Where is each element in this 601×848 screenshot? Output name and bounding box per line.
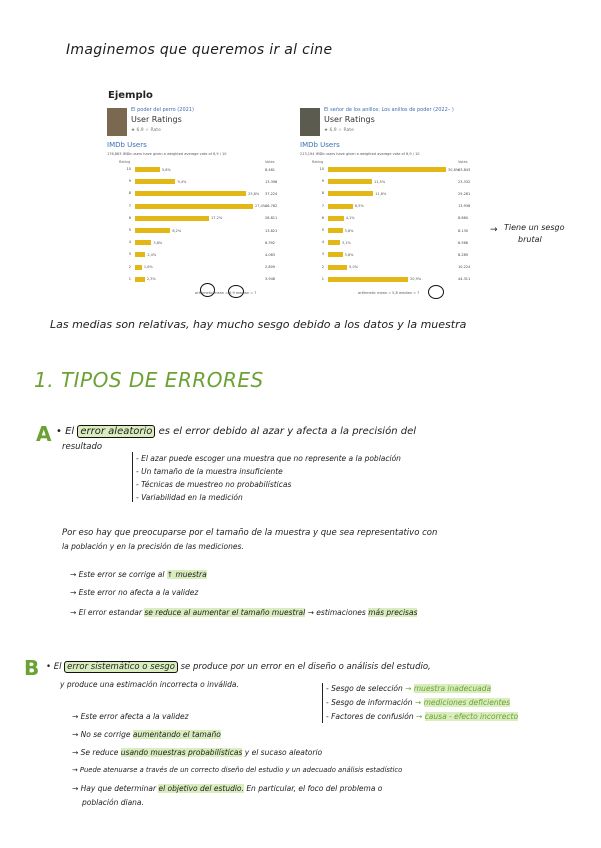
rating-bar: [135, 240, 151, 245]
vote-summary: 213,194 IMDb users have given a weighted average vote of 6,9 / 10: [300, 152, 420, 156]
user-ratings-title: User Ratings: [131, 115, 182, 124]
highlight: se reduce al aumentar el tamaño muestral: [144, 608, 306, 617]
b-definition-cont: y produce una estimación incorrecta o inválida.: [60, 680, 239, 689]
movie-poster: [107, 108, 127, 136]
ratings-footer: arithmetic mean = 6,9 median = 7: [195, 291, 257, 295]
rating-bar: [135, 252, 145, 257]
rating-label: 7: [128, 203, 131, 208]
median-circle-annotation: [200, 283, 215, 297]
a-note-2: → Este error no afecta a la validez: [70, 588, 199, 597]
highlight: aumentando el tamaño: [132, 730, 221, 739]
rating-label: 5: [321, 228, 324, 232]
bias-item: - Factores de confusión → causa - efecto incorrecto: [326, 712, 519, 721]
b-note-5-cont: población diana.: [82, 798, 144, 807]
rating-percent: 3,8%: [344, 228, 354, 233]
rating-votes: 25.281: [458, 191, 471, 196]
rating-votes: 4.083: [265, 252, 276, 257]
rating-votes: 63.843: [458, 167, 471, 172]
term-error-aleatorio: error aleatorio: [77, 425, 155, 438]
rating-col-header: Rating: [119, 160, 131, 164]
rating-label: 5: [128, 228, 131, 232]
section-letter-b: B: [24, 656, 40, 680]
rating-votes: 3.948: [265, 277, 276, 282]
rating-percent: 20,9%: [410, 277, 422, 282]
rating-bar: [328, 216, 344, 221]
rating-percent: 5,0%: [349, 265, 359, 270]
rating-votes: 6.566: [458, 240, 469, 245]
rating-label: 4: [321, 240, 324, 245]
rating-label: 9: [128, 179, 131, 184]
rating-bar: [328, 252, 343, 257]
rating-percent: 4,1%: [345, 216, 355, 221]
rating-votes: 28.811: [265, 216, 278, 221]
section-letter-a: A: [36, 422, 52, 446]
ratings-footer: arithmetic mean = 5,8 median = 7: [358, 291, 420, 295]
rating-percent: 11,8%: [375, 191, 387, 196]
arrow-icon: →: [490, 225, 498, 235]
rating-bar: [328, 167, 446, 172]
rating-label: 1: [128, 276, 131, 281]
side-note-line: Tiene un sesgo: [504, 223, 565, 232]
list-item: - El azar puede escoger una muestra que no represente a la población: [136, 454, 401, 463]
bullet: •: [46, 662, 52, 672]
user-ratings-title: User Ratings: [324, 115, 375, 124]
rating-votes: 8.660: [458, 216, 469, 221]
highlight: más precisas: [368, 608, 418, 617]
rating-percent: 1,6%: [143, 265, 153, 270]
votes-col-header: Votes: [265, 160, 275, 164]
term-error-sistematico: error sistemático o sesgo: [64, 661, 178, 673]
a-paragraph-line2: la población y en la precisión de las mediciones.: [62, 542, 244, 551]
bias-item: - Sesgo de información → mediciones deficientes: [326, 698, 511, 707]
rating-percent: 11,5%: [374, 179, 386, 184]
rating-stars: ★ 6,9 ☆ Rate: [131, 128, 161, 133]
b-note-2: → No se corrige aumentando el tamaño: [72, 730, 221, 739]
rating-votes: 13.398: [265, 179, 278, 184]
rating-percent: 27,4%: [255, 204, 267, 209]
rating-percent: 3,1%: [341, 240, 351, 245]
rating-label: 3: [321, 252, 324, 257]
rating-label: 2: [321, 264, 324, 269]
rating-label: 6: [321, 215, 324, 220]
rating-label: 10: [319, 167, 324, 171]
rating-percent: 9,4%: [177, 179, 187, 184]
ratings-card-left: [107, 107, 281, 299]
rating-label: 3: [128, 252, 131, 257]
rating-votes: 8.289: [458, 252, 469, 257]
brace: [132, 452, 133, 502]
list-item: - Un tamaño de la muestra insuficiente: [136, 467, 283, 476]
b-note-3: → Se reduce usando muestras probabilísticas y el sucaso aleatorio: [72, 748, 323, 757]
rating-percent: 3,8%: [344, 252, 354, 257]
movie-title[interactable]: El poder del perro (2021): [131, 107, 194, 113]
rating-bar: [328, 204, 353, 209]
a-definition: [56, 426, 416, 437]
rating-percent: 30,8%: [448, 167, 460, 172]
rating-bar: [328, 265, 347, 270]
vote-summary: 176,863 IMDb users have given a weighted average vote of 6,9 / 10: [107, 152, 227, 156]
b-definition: • El error sistemático o sesgo se produce por un error en el diseño o análisis del estudio,: [46, 662, 431, 672]
rating-percent: 2,4%: [147, 252, 157, 257]
panel-title: Ejemplo: [108, 90, 153, 101]
b-note-1: → Este error afecta a la validez: [72, 712, 189, 721]
rating-bar: [328, 191, 373, 196]
side-note: [504, 222, 564, 246]
highlight: el objetivo del estudio.: [158, 784, 244, 793]
rating-percent: 25,8%: [248, 191, 260, 196]
list-item: - Técnicas de muestreo no probabilísticas: [136, 480, 292, 489]
rating-percent: 8,2%: [172, 228, 182, 233]
a-note-1: → Este error se corrige al ↑ muestra: [70, 570, 207, 579]
highlight: ↑ muestra: [166, 570, 207, 579]
rating-bar: [328, 277, 408, 282]
rating-label: 6: [128, 215, 131, 220]
rating-votes: 23.332: [458, 179, 471, 184]
rating-votes: 10.224: [458, 265, 471, 270]
median-circle-annotation: [228, 285, 244, 298]
rating-bar: [135, 216, 209, 221]
highlight: usando muestras probabilísticas: [120, 748, 243, 757]
a-definition-cont: resultado: [62, 442, 103, 452]
intro-heading: Imaginemos que queremos ir al cine: [66, 42, 333, 58]
rating-label: 10: [126, 167, 131, 171]
b-note-5: → Hay que determinar el objetivo del estudio. En particular, el foco del problema o: [72, 784, 383, 793]
a-definition-text: es el error debido al azar y afecta a la precisión del: [158, 426, 416, 437]
rating-percent: 5,8%: [161, 167, 171, 172]
rating-percent: 6,5%: [354, 204, 364, 209]
rating-label: 7: [321, 203, 324, 208]
a-paragraph-line1: Por eso hay que preocuparse por el tamaño de la muestra y que sea representativo con: [62, 528, 438, 538]
a-note-3: → El error estandar se reduce al aumentar el tamaño muestral → estimaciones más precisas: [70, 608, 418, 617]
rating-bar: [328, 228, 343, 233]
rating-bar: [135, 277, 145, 282]
brace: [322, 683, 323, 723]
rating-col-header: Rating: [312, 160, 324, 164]
rating-label: 4: [128, 240, 131, 245]
imdb-users-heading: IMDb Users: [300, 141, 340, 149]
movie-poster: [300, 108, 320, 136]
rating-bar: [328, 240, 340, 245]
side-note-line: brutal: [518, 235, 542, 244]
section-title: 1. TIPOS DE ERRORES: [34, 368, 264, 392]
bullet: •: [56, 426, 62, 437]
rating-percent: 17,2%: [211, 216, 223, 221]
rating-stars: ★ 6,9 ☆ Rate: [324, 128, 354, 133]
a-pre: El: [65, 426, 75, 437]
rating-votes: 13.936: [458, 204, 471, 209]
rating-bar: [135, 265, 142, 270]
rating-label: 8: [128, 191, 131, 196]
rating-label: 8: [321, 191, 324, 196]
rating-label: 2: [128, 264, 131, 269]
rating-bar: [135, 179, 175, 184]
b-note-4: → Puede atenuarse a través de un correcto diseño del estudio y un adecuado análisis estadístico: [72, 766, 403, 774]
movie-title[interactable]: El señor de los anillos: Los anillos de poder (2022– ): [324, 107, 454, 113]
note-medias: Las medias son relativas, hay mucho sesgo debido a los datos y la muestra: [50, 318, 467, 331]
bias-item: - Sesgo de selección → muestra inadecuada: [326, 684, 492, 693]
rating-votes: 2.809: [265, 265, 276, 270]
rating-label: 1: [321, 276, 324, 281]
rating-bar: [328, 179, 372, 184]
rating-votes: 13.821: [265, 228, 278, 233]
rating-label: 9: [321, 179, 324, 184]
rating-votes: 8.130: [458, 228, 469, 233]
rating-votes: 46.782: [265, 204, 278, 209]
rating-bar: [135, 191, 246, 196]
rating-votes: 8.461: [265, 167, 276, 172]
bias-list: [326, 682, 518, 724]
rating-percent: 2,3%: [146, 277, 156, 282]
votes-col-header: Votes: [458, 160, 468, 164]
ratings-card-right: [300, 107, 474, 299]
rating-bar: [135, 228, 170, 233]
rating-bar: [135, 167, 160, 172]
rating-votes: 37.224: [265, 191, 278, 196]
rating-votes: 6.392: [265, 240, 276, 245]
a-causes-list: [136, 452, 401, 504]
imdb-users-heading: IMDb Users: [107, 141, 147, 149]
rating-bar: [135, 204, 253, 209]
rating-percent: 3,8%: [153, 240, 163, 245]
list-item: - Variabilidad en la medición: [136, 493, 243, 502]
rating-votes: 44.311: [458, 277, 471, 282]
median-circle-annotation: [428, 285, 444, 299]
